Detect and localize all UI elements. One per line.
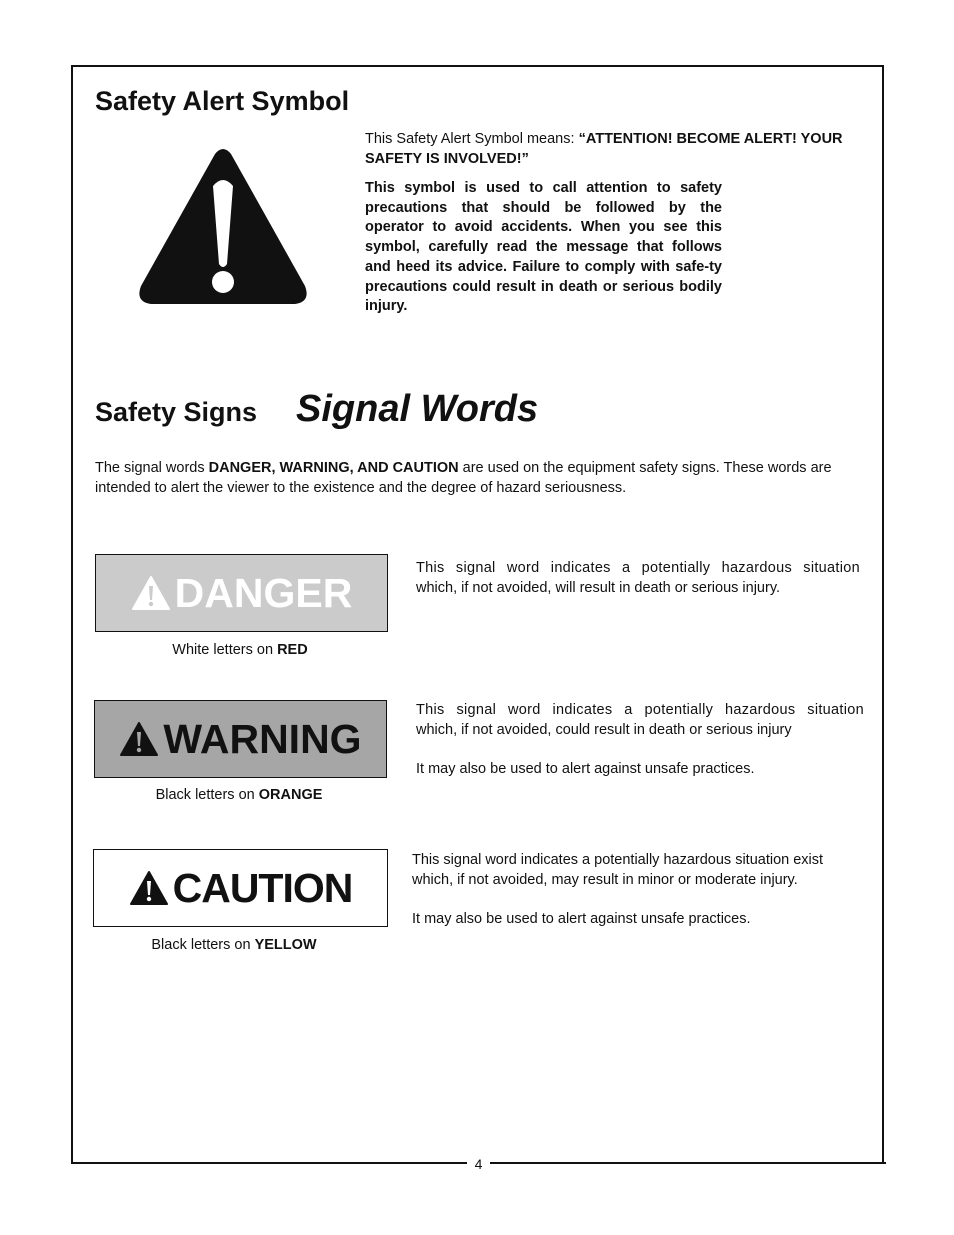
danger-desc-rest: which, if not avoided, will result in death or serious injury.: [416, 580, 781, 596]
danger-caption: [95, 642, 385, 658]
danger-alert-icon: [131, 575, 171, 611]
warning-sign: [94, 700, 387, 778]
alert-meaning-bold: “ATTENTION! BECOME ALERT! YOUR SAFETY IS INVOLVED!”: [365, 131, 843, 167]
warning-alert-icon: [119, 721, 159, 757]
alert-paragraph: This symbol is used to call attention to safety precautions that should be followed by the operator to avoid accidents. When you see this symbol, carefully read the message that follows and heed its advice. Failure to comply with safe-ty precautions could result in death or serious bodily injury.: [365, 180, 722, 315]
signal-intro-suffix: are used on the equipment safety signs. These words are intended to alert the viewer to the existence and the degree of hazard seriousness.: [95, 460, 832, 496]
footer-rule-right: [490, 1162, 886, 1164]
danger-word: DANGER: [174, 569, 353, 616]
caution-desc-rest: which, if not avoided, may result in minor or moderate injury.: [412, 872, 798, 888]
warning-caption-color: ORANGE: [258, 787, 323, 803]
warning-caption-prefix: Black letters on: [155, 787, 259, 803]
signal-intro-prefix: The signal words: [95, 460, 209, 476]
caution-alert-icon: [129, 870, 169, 906]
warning-desc-extra: It may also be used to alert against unsafe practices.: [416, 761, 755, 777]
caution-desc-line1: This signal word indicates a potentially hazardous situation exist: [412, 852, 824, 868]
signal-words-intro: [95, 458, 867, 498]
danger-description: [416, 558, 860, 598]
footer-rule-left: [71, 1162, 467, 1164]
warning-desc-line1: This signal word indicates a potentially hazardous situation: [416, 702, 864, 718]
signal-intro-bold: DANGER, WARNING, AND CAUTION: [208, 460, 459, 476]
caution-caption-prefix: Black letters on: [151, 937, 255, 953]
caution-description: [412, 850, 864, 929]
danger-desc-line1: This signal word indicates a potentially hazardous situation: [416, 560, 860, 576]
danger-caption-color: RED: [277, 642, 308, 658]
warning-caption: [94, 787, 384, 803]
caution-caption: [93, 937, 375, 953]
alert-meaning: [365, 129, 845, 169]
alert-meaning-prefix: This Safety Alert Symbol means:: [365, 131, 579, 147]
danger-caption-prefix: White letters on: [172, 642, 278, 658]
caution-sign: [93, 849, 388, 927]
warning-word: WARNING: [163, 715, 362, 762]
warning-desc-rest: which, if not avoided, could result in death or serious injury: [416, 722, 792, 738]
safety-alert-title: Safety Alert Symbol: [95, 86, 350, 116]
page-number: 4: [474, 1156, 483, 1172]
signal-words-title: Signal Words: [296, 388, 539, 430]
caution-desc-extra: It may also be used to alert against unsafe practices.: [412, 911, 751, 927]
caution-word: CAUTION: [172, 864, 353, 911]
danger-sign: [95, 554, 388, 632]
caution-caption-color: YELLOW: [254, 937, 317, 953]
warning-description: [416, 700, 864, 779]
warning-triangle-icon: [135, 146, 310, 308]
safety-signs-title: Safety Signs: [95, 397, 258, 427]
